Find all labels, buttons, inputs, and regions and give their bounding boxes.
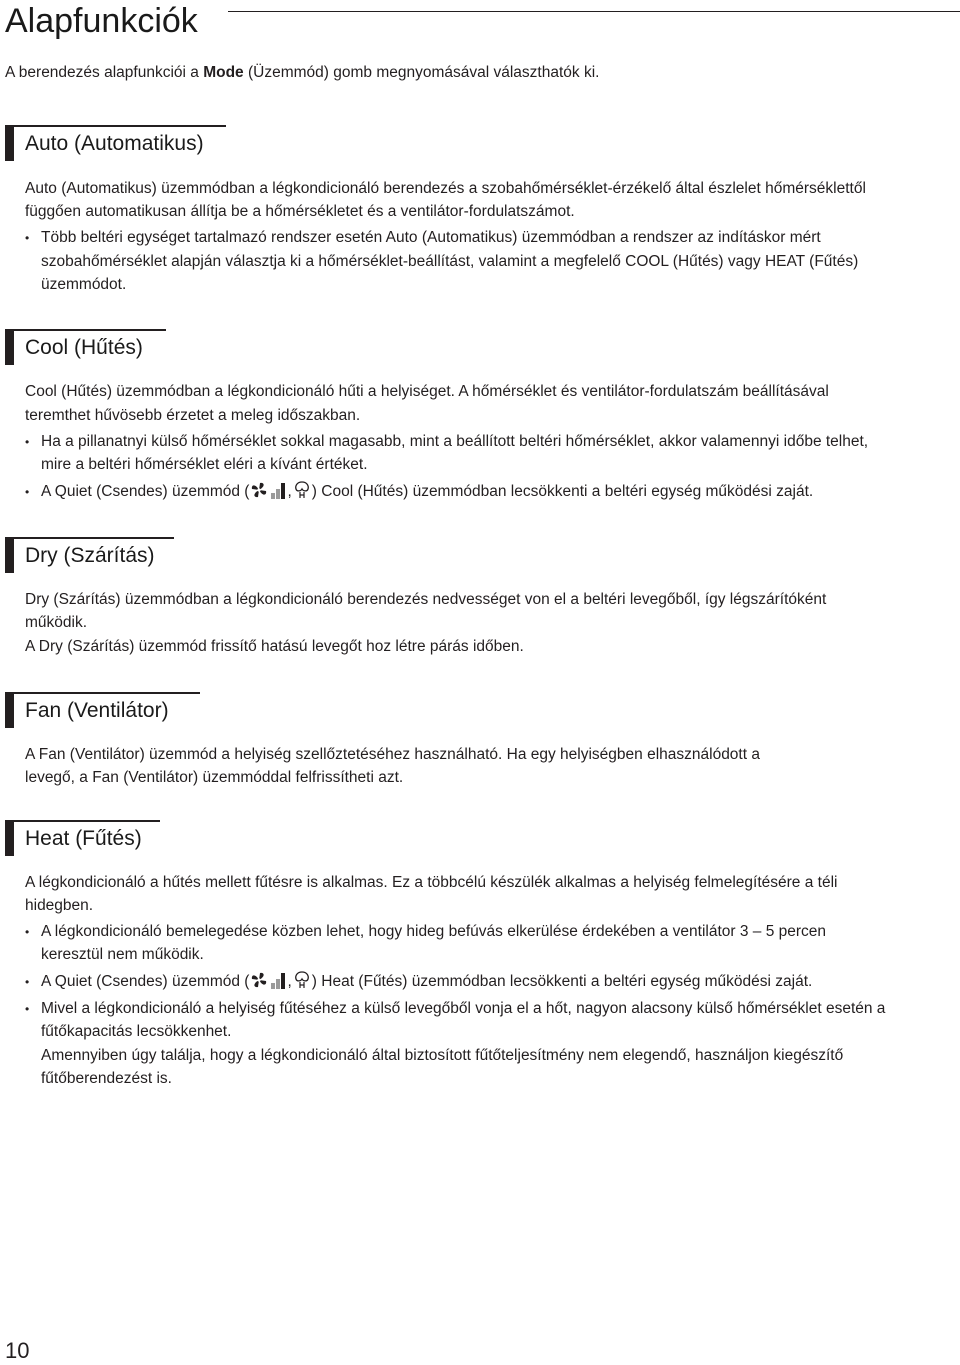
section-rule-fan bbox=[14, 692, 200, 694]
section-heading-dry: Dry (Szárítás) bbox=[25, 544, 155, 567]
quiet-mode-icon bbox=[292, 970, 312, 998]
section-rule-heat bbox=[14, 820, 160, 822]
title-rule bbox=[228, 11, 960, 12]
dry-paragraph-line2: működik. bbox=[25, 614, 88, 631]
bullet-dot: • bbox=[25, 975, 30, 989]
cool-bullet1-line2: mire a beltéri hőmérséklet eléri a kívánt értéket. bbox=[41, 456, 368, 473]
signal-bars-icon bbox=[269, 970, 287, 998]
heat-paragraph-line2: hidegben. bbox=[25, 897, 94, 914]
section-heading-fan: Fan (Ventilátor) bbox=[25, 699, 169, 722]
section-rule-auto bbox=[14, 125, 226, 127]
section-bar-fan bbox=[5, 692, 14, 728]
bullet-dot: • bbox=[25, 485, 30, 499]
auto-bullet-line3: üzemmódot. bbox=[41, 276, 127, 293]
section-heading-cool: Cool (Hűtés) bbox=[25, 336, 143, 359]
page-number: 10 bbox=[5, 1338, 30, 1363]
section-bar-auto bbox=[5, 125, 14, 161]
cool-bullet2-before: A Quiet (Csendes) üzemmód ( bbox=[41, 483, 250, 500]
fan-speed-icon bbox=[249, 970, 269, 998]
heat-bullet3-line3: Amennyiben úgy találja, hogy a légkondicionáló által biztosított fűtőteljesítmény nem elegendő, használjon kiegészítő bbox=[41, 1047, 844, 1064]
fan-speed-icon bbox=[249, 480, 269, 508]
quiet-mode-icon bbox=[292, 480, 312, 508]
bullet-dot: • bbox=[25, 435, 30, 449]
heat-bullet2 bbox=[41, 970, 921, 998]
heat-bullet2-after: ) Heat (Fűtés) üzemmódban lecsökkenti a beltéri egység működési zaját. bbox=[311, 973, 813, 990]
dry-paragraph2-line1: A Dry (Szárítás) üzemmód frissítő hatású levegőt hoz létre párás időben. bbox=[25, 638, 524, 655]
intro-after: (Üzemmód) gomb megnyomásával választhatók ki. bbox=[243, 64, 600, 81]
heat-bullet2-sep: , bbox=[287, 973, 292, 990]
cool-paragraph-line1: Cool (Hűtés) üzemmódban a légkondicionáló hűti a helyiséget. A hőmérséklet és ventilátor-fordulatszám beállításával bbox=[25, 383, 829, 400]
cool-bullet2-after: ) Cool (Hűtés) üzemmódban lecsökkenti a beltéri egység működési zaját. bbox=[311, 483, 814, 500]
section-bar-heat bbox=[5, 820, 14, 856]
section-rule-dry bbox=[14, 537, 174, 539]
auto-paragraph-line2: függően automatikusan állítja be a hőmérsékletet és a ventilátor-fordulatszámot. bbox=[25, 203, 575, 220]
page-title: Alapfunkciók bbox=[5, 2, 198, 40]
heat-bullet3-line2: fűtőkapacitás lecsökkenhet. bbox=[41, 1023, 232, 1040]
heat-bullet1-line2: keresztül nem működik. bbox=[41, 946, 204, 963]
cool-bullet2-sep: , bbox=[287, 483, 292, 500]
heat-paragraph-line1: A légkondicionáló a hűtés mellett fűtésre is alkalmas. Ez a többcélú készülék alkalmas a helyiség felmelegítésére a téli bbox=[25, 874, 838, 891]
heat-bullet3-line1: Mivel a légkondicionáló a helyiség fűtéséhez a külső levegőből vonja el a hőt, nagyon alacsony külső hőmérséklet esetén a bbox=[41, 1000, 886, 1017]
intro-before: A berendezés alapfunkciói a bbox=[5, 64, 204, 81]
fan-paragraph-line2: levegő, a Fan (Ventilátor) üzemmóddal felfrissítheti azt. bbox=[25, 769, 404, 786]
section-heading-auto: Auto (Automatikus) bbox=[25, 132, 204, 155]
section-bar-cool bbox=[5, 329, 14, 365]
fan-paragraph-line1: A Fan (Ventilátor) üzemmód a helyiség szellőztetéséhez használható. Ha egy helyiségben elhasználódott a bbox=[25, 746, 760, 763]
auto-bullet-line2: szobahőmérséklet alapján választja ki a hőmérséklet-beállítást, valamint a megfelelő COOL (Hűtés) vagy HEAT (Fűtés) bbox=[41, 253, 859, 270]
heat-bullet2-before: A Quiet (Csendes) üzemmód ( bbox=[41, 973, 250, 990]
section-heading-heat: Heat (Fűtés) bbox=[25, 827, 142, 850]
section-rule-cool bbox=[14, 329, 166, 331]
bullet-dot: • bbox=[25, 1002, 30, 1016]
section-bar-dry bbox=[5, 537, 14, 573]
bullet-dot: • bbox=[25, 231, 30, 245]
dry-paragraph-line1: Dry (Szárítás) üzemmódban a légkondicionáló berendezés nedvességet von el a beltéri levegőből, így légszárítóként bbox=[25, 591, 827, 608]
heat-bullet1-line1: A légkondicionáló bemelegedése közben lehet, hogy hideg befúvás elkerülése érdekében a ventilátor 3 – 5 percen bbox=[41, 923, 827, 940]
cool-bullet1-line1: Ha a pillanatnyi külső hőmérséklet sokkal magasabb, mint a beállított beltéri hőmérséklet, akkor valamennyi időbe telhet, bbox=[41, 433, 869, 450]
cool-paragraph-line2: teremthet hűvösebb érzetet a meleg időszakban. bbox=[25, 407, 361, 424]
signal-bars-icon bbox=[269, 480, 287, 508]
auto-paragraph-line1: Auto (Automatikus) üzemmódban a légkondicionáló berendezés a szobahőmérséklet-érzékelő által észlelet hőmérséklettől bbox=[25, 180, 866, 197]
heat-bullet3-line4: fűtőberendezést is. bbox=[41, 1070, 172, 1087]
intro-mode-bold: Mode bbox=[203, 64, 244, 81]
intro-text bbox=[5, 62, 599, 84]
bullet-dot: • bbox=[25, 925, 30, 939]
auto-bullet-line1: Több beltéri egységet tartalmazó rendszer esetén Auto (Automatikus) üzemmódban a rendszer az indításkor mért bbox=[41, 229, 821, 246]
cool-bullet2 bbox=[41, 480, 921, 508]
